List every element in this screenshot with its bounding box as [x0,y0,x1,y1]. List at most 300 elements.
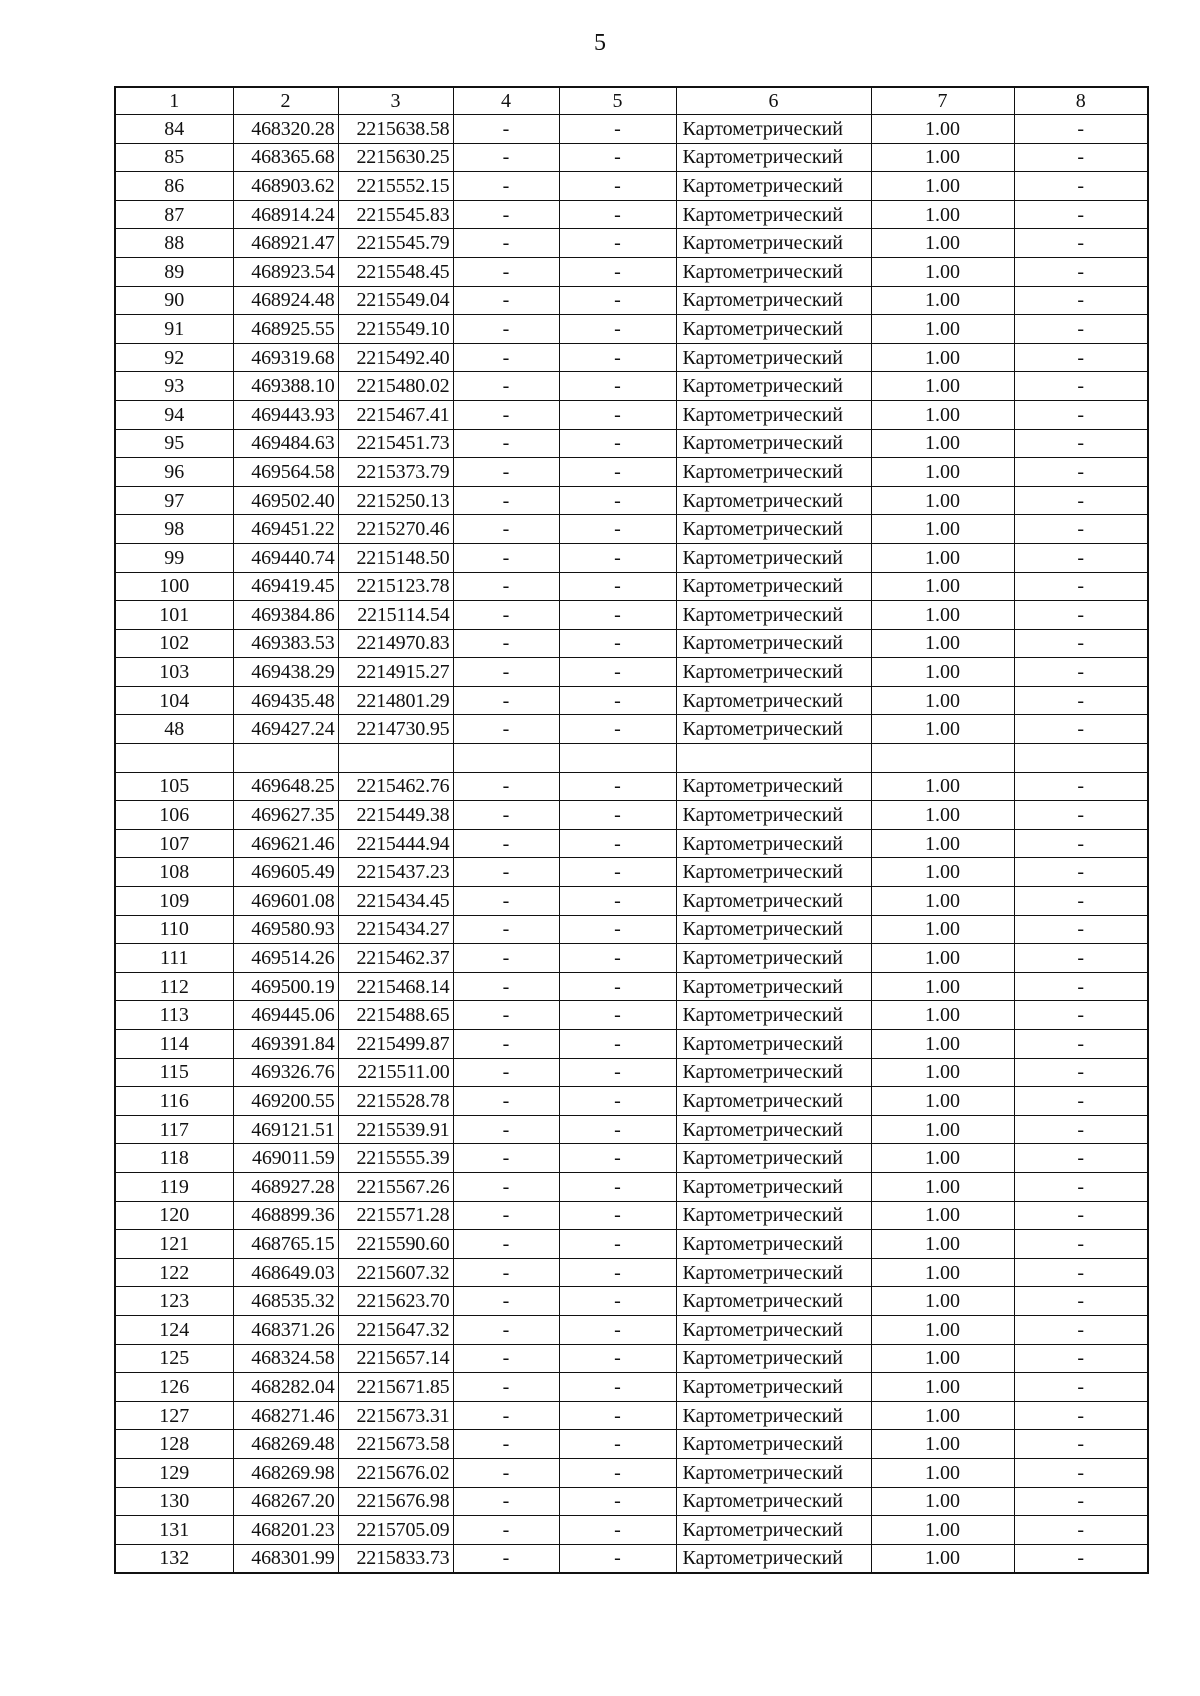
accuracy-cell: 1.00 [871,858,1014,887]
x-coordinate-cell: 468301.99 [233,1544,338,1573]
col8-cell: - [1014,400,1148,429]
table-row [115,1373,1148,1402]
table-row [115,257,1148,286]
y-coordinate-cell: 2215434.45 [338,887,453,916]
col8-cell: - [1014,515,1148,544]
col4-cell [453,744,559,773]
col8-cell: - [1014,143,1148,172]
col8-cell: - [1014,1458,1148,1487]
point-number-cell: 84 [115,115,233,144]
x-coordinate-cell: 468267.20 [233,1487,338,1516]
method-cell: Картометрический [676,286,871,315]
y-coordinate-cell: 2214730.95 [338,715,453,744]
point-number-cell: 114 [115,1030,233,1059]
accuracy-cell: 1.00 [871,1058,1014,1087]
col5-cell: - [559,1144,676,1173]
point-number-cell: 123 [115,1287,233,1316]
accuracy-cell: 1.00 [871,1144,1014,1173]
x-coordinate-cell: 469419.45 [233,572,338,601]
point-number-cell: 104 [115,686,233,715]
x-coordinate-cell: 468269.48 [233,1430,338,1459]
table-row [115,1087,1148,1116]
table-row [115,801,1148,830]
y-coordinate-cell: 2215673.31 [338,1401,453,1430]
accuracy-cell: 1.00 [871,1458,1014,1487]
col5-cell: - [559,601,676,630]
col5-cell: - [559,1401,676,1430]
col4-cell: - [453,801,559,830]
table-row [115,1058,1148,1087]
x-coordinate-cell: 468282.04 [233,1373,338,1402]
accuracy-cell: 1.00 [871,1230,1014,1259]
col5-cell: - [559,286,676,315]
method-cell: Картометрический [676,944,871,973]
x-coordinate-cell: 468925.55 [233,315,338,344]
col5-cell: - [559,715,676,744]
col4-cell: - [453,1115,559,1144]
accuracy-cell: 1.00 [871,686,1014,715]
table-row [115,143,1148,172]
x-coordinate-cell: 468269.98 [233,1458,338,1487]
col8-cell: - [1014,1001,1148,1030]
x-coordinate-cell: 468371.26 [233,1315,338,1344]
point-number-cell: 108 [115,858,233,887]
y-coordinate-cell: 2215673.58 [338,1430,453,1459]
col8-cell: - [1014,343,1148,372]
x-coordinate-cell: 469383.53 [233,629,338,658]
table-row [115,1201,1148,1230]
y-coordinate-cell: 2215511.00 [338,1058,453,1087]
col8-cell: - [1014,1544,1148,1573]
y-coordinate-cell: 2214970.83 [338,629,453,658]
y-coordinate-cell: 2215114.54 [338,601,453,630]
col5-cell: - [559,1287,676,1316]
point-number-cell: 91 [115,315,233,344]
accuracy-cell: 1.00 [871,658,1014,687]
accuracy-cell: 1.00 [871,143,1014,172]
y-coordinate-cell: 2215467.41 [338,400,453,429]
y-coordinate-cell: 2215567.26 [338,1172,453,1201]
col4-cell: - [453,629,559,658]
point-number-cell: 95 [115,429,233,458]
col8-cell: - [1014,115,1148,144]
point-number-cell: 89 [115,257,233,286]
point-number-cell: 127 [115,1401,233,1430]
y-coordinate-cell: 2215250.13 [338,486,453,515]
col4-cell: - [453,1401,559,1430]
col5-cell: - [559,1344,676,1373]
col5-cell: - [559,143,676,172]
x-coordinate-cell: 469502.40 [233,486,338,515]
y-coordinate-cell: 2214915.27 [338,658,453,687]
col8-cell: - [1014,1287,1148,1316]
method-cell: Картометрический [676,572,871,601]
point-number-cell: 99 [115,543,233,572]
page-number: 5 [594,30,606,56]
accuracy-cell: 1.00 [871,629,1014,658]
y-coordinate-cell: 2215630.25 [338,143,453,172]
x-coordinate-cell: 469514.26 [233,944,338,973]
y-coordinate-cell: 2215545.79 [338,229,453,258]
y-coordinate-cell: 2215123.78 [338,572,453,601]
point-number-cell: 115 [115,1058,233,1087]
x-coordinate-cell: 468271.46 [233,1401,338,1430]
table-row [115,1230,1148,1259]
col4-cell: - [453,115,559,144]
y-coordinate-cell: 2215638.58 [338,115,453,144]
y-coordinate-cell: 2215451.73 [338,429,453,458]
table-row [115,1401,1148,1430]
accuracy-cell: 1.00 [871,115,1014,144]
col4-cell: - [453,972,559,1001]
method-cell: Картометрический [676,200,871,229]
table-row [115,772,1148,801]
col5-cell: - [559,1373,676,1402]
method-cell: Картометрический [676,858,871,887]
y-coordinate-cell: 2215449.38 [338,801,453,830]
point-number-cell: 101 [115,601,233,630]
table-row [115,286,1148,315]
x-coordinate-cell: 468923.54 [233,257,338,286]
point-number-cell: 124 [115,1315,233,1344]
col4-cell: - [453,1430,559,1459]
point-number-cell: 130 [115,1487,233,1516]
col4-cell: - [453,658,559,687]
col8-cell: - [1014,1201,1148,1230]
accuracy-cell: 1.00 [871,1172,1014,1201]
x-coordinate-cell: 468899.36 [233,1201,338,1230]
x-coordinate-cell: 469627.35 [233,801,338,830]
y-coordinate-cell: 2215833.73 [338,1544,453,1573]
method-cell: Картометрический [676,515,871,544]
x-coordinate-cell: 469438.29 [233,658,338,687]
table-row [115,343,1148,372]
col5-cell: - [559,400,676,429]
col5-cell: - [559,115,676,144]
col8-cell: - [1014,1487,1148,1516]
method-cell: Картометрический [676,143,871,172]
col8-cell: - [1014,543,1148,572]
col8-cell: - [1014,1373,1148,1402]
accuracy-cell: 1.00 [871,1487,1014,1516]
y-coordinate-cell: 2215549.10 [338,315,453,344]
method-cell: Картометрический [676,658,871,687]
col8-cell: - [1014,1115,1148,1144]
accuracy-cell: 1.00 [871,801,1014,830]
point-number-cell: 125 [115,1344,233,1373]
col5-cell: - [559,458,676,487]
table-row [115,887,1148,916]
point-number-cell: 120 [115,1201,233,1230]
column-header: 4 [453,87,559,115]
col5-cell: - [559,858,676,887]
point-number-cell: 94 [115,400,233,429]
accuracy-cell: 1.00 [871,1001,1014,1030]
method-cell [676,744,871,773]
x-coordinate-cell: 468927.28 [233,1172,338,1201]
y-coordinate-cell: 2215548.45 [338,257,453,286]
col4-cell: - [453,1458,559,1487]
method-cell: Картометрический [676,1487,871,1516]
point-number-cell: 106 [115,801,233,830]
col5-cell: - [559,1087,676,1116]
x-coordinate-cell: 469440.74 [233,543,338,572]
x-coordinate-cell: 469445.06 [233,1001,338,1030]
col4-cell: - [453,1087,559,1116]
col4-cell: - [453,343,559,372]
table-row [115,715,1148,744]
col8-cell: - [1014,172,1148,201]
col8-cell: - [1014,686,1148,715]
method-cell: Картометрический [676,429,871,458]
col8-cell: - [1014,200,1148,229]
accuracy-cell: 1.00 [871,229,1014,258]
method-cell: Картометрический [676,1516,871,1545]
x-coordinate-cell: 469451.22 [233,515,338,544]
col4-cell: - [453,257,559,286]
col8-cell: - [1014,315,1148,344]
col8-cell: - [1014,715,1148,744]
x-coordinate-cell: 469580.93 [233,915,338,944]
y-coordinate-cell: 2214801.29 [338,686,453,715]
table-row [115,1315,1148,1344]
col4-cell: - [453,1344,559,1373]
y-coordinate-cell: 2215499.87 [338,1030,453,1059]
point-number-cell: 128 [115,1430,233,1459]
y-coordinate-cell: 2215623.70 [338,1287,453,1316]
col8-cell: - [1014,1087,1148,1116]
table-row [115,1287,1148,1316]
table-row [115,400,1148,429]
x-coordinate-cell: 469384.86 [233,601,338,630]
method-cell: Картометрический [676,915,871,944]
method-cell: Картометрический [676,601,871,630]
col5-cell: - [559,543,676,572]
col4-cell: - [453,715,559,744]
table-row [115,1001,1148,1030]
table-row [115,1030,1148,1059]
accuracy-cell: 1.00 [871,543,1014,572]
col5-cell: - [559,1230,676,1259]
col5-cell: - [559,1487,676,1516]
col4-cell: - [453,1315,559,1344]
accuracy-cell: 1.00 [871,1516,1014,1545]
point-number-cell: 93 [115,372,233,401]
table-row [115,572,1148,601]
col4-cell: - [453,915,559,944]
method-cell: Картометрический [676,829,871,858]
col8-cell: - [1014,858,1148,887]
table-row [115,1516,1148,1545]
y-coordinate-cell: 2215492.40 [338,343,453,372]
col5-cell: - [559,229,676,258]
x-coordinate-cell: 469319.68 [233,343,338,372]
col5-cell: - [559,515,676,544]
x-coordinate-cell: 469326.76 [233,1058,338,1087]
y-coordinate-cell: 2215480.02 [338,372,453,401]
accuracy-cell: 1.00 [871,257,1014,286]
col8-cell: - [1014,1172,1148,1201]
x-coordinate-cell: 468324.58 [233,1344,338,1373]
point-number-cell: 112 [115,972,233,1001]
method-cell: Картометрический [676,1201,871,1230]
x-coordinate-cell: 468320.28 [233,115,338,144]
table-row [115,172,1148,201]
accuracy-cell: 1.00 [871,1430,1014,1459]
method-cell: Картометрический [676,1458,871,1487]
method-cell: Картометрический [676,972,871,1001]
accuracy-cell: 1.00 [871,286,1014,315]
method-cell: Картометрический [676,629,871,658]
accuracy-cell: 1.00 [871,1315,1014,1344]
y-coordinate-cell: 2215657.14 [338,1344,453,1373]
col8-cell: - [1014,772,1148,801]
table-row [115,1344,1148,1373]
col8-cell: - [1014,257,1148,286]
table-row [115,543,1148,572]
y-coordinate-cell: 2215571.28 [338,1201,453,1230]
method-cell: Картометрический [676,115,871,144]
col4-cell: - [453,1373,559,1402]
method-cell: Картометрический [676,1315,871,1344]
col4-cell: - [453,515,559,544]
col4-cell: - [453,887,559,916]
col4-cell: - [453,772,559,801]
column-header: 7 [871,87,1014,115]
point-number-cell: 131 [115,1516,233,1545]
point-number-cell: 116 [115,1087,233,1116]
accuracy-cell: 1.00 [871,1344,1014,1373]
table-row [115,629,1148,658]
accuracy-cell: 1.00 [871,400,1014,429]
x-coordinate-cell: 469648.25 [233,772,338,801]
col8-cell: - [1014,887,1148,916]
col5-cell: - [559,572,676,601]
col5-cell: - [559,801,676,830]
accuracy-cell: 1.00 [871,200,1014,229]
col4-cell: - [453,686,559,715]
method-cell: Картометрический [676,400,871,429]
table-row [115,486,1148,515]
method-cell: Картометрический [676,343,871,372]
col8-cell: - [1014,944,1148,973]
method-cell: Картометрический [676,1230,871,1259]
table-row [115,1115,1148,1144]
point-number-cell: 92 [115,343,233,372]
method-cell: Картометрический [676,887,871,916]
col8-cell: - [1014,1344,1148,1373]
accuracy-cell: 1.00 [871,515,1014,544]
col5-cell: - [559,1001,676,1030]
point-number-cell: 102 [115,629,233,658]
method-cell: Картометрический [676,1087,871,1116]
col4-cell: - [453,601,559,630]
point-number-cell: 97 [115,486,233,515]
y-coordinate-cell: 2215437.23 [338,858,453,887]
col5-cell: - [559,257,676,286]
accuracy-cell [871,744,1014,773]
x-coordinate-cell: 469605.49 [233,858,338,887]
method-cell: Картометрический [676,801,871,830]
table-row [115,744,1148,773]
col8-cell: - [1014,1258,1148,1287]
col5-cell: - [559,944,676,973]
x-coordinate-cell: 468365.68 [233,143,338,172]
col5-cell: - [559,1115,676,1144]
col5-cell: - [559,343,676,372]
accuracy-cell: 1.00 [871,887,1014,916]
point-number-cell: 122 [115,1258,233,1287]
col4-cell: - [453,1144,559,1173]
col5-cell [559,744,676,773]
point-number-cell: 100 [115,572,233,601]
x-coordinate-cell: 468921.47 [233,229,338,258]
col4-cell: - [453,1516,559,1545]
col4-cell: - [453,200,559,229]
y-coordinate-cell: 2215676.98 [338,1487,453,1516]
table-row [115,1430,1148,1459]
col5-cell: - [559,172,676,201]
col5-cell: - [559,1030,676,1059]
accuracy-cell: 1.00 [871,315,1014,344]
col4-cell: - [453,572,559,601]
y-coordinate-cell: 2215676.02 [338,1458,453,1487]
point-number-cell: 48 [115,715,233,744]
col5-cell: - [559,1315,676,1344]
col4-cell: - [453,858,559,887]
method-cell: Картометрический [676,486,871,515]
method-cell: Картометрический [676,1030,871,1059]
y-coordinate-cell: 2215528.78 [338,1087,453,1116]
y-coordinate-cell: 2215270.46 [338,515,453,544]
col8-cell: - [1014,1315,1148,1344]
table-row [115,229,1148,258]
col4-cell: - [453,1230,559,1259]
col8-cell: - [1014,286,1148,315]
point-number-cell: 86 [115,172,233,201]
col4-cell: - [453,1258,559,1287]
method-cell: Картометрический [676,1430,871,1459]
col5-cell: - [559,1458,676,1487]
col5-cell: - [559,772,676,801]
point-number-cell: 96 [115,458,233,487]
accuracy-cell: 1.00 [871,486,1014,515]
col5-cell: - [559,200,676,229]
x-coordinate-cell: 469443.93 [233,400,338,429]
col8-cell: - [1014,229,1148,258]
table-row [115,1544,1148,1573]
col4-cell: - [453,143,559,172]
x-coordinate-cell: 469601.08 [233,887,338,916]
accuracy-cell: 1.00 [871,772,1014,801]
method-cell: Картометрический [676,1401,871,1430]
point-number-cell: 119 [115,1172,233,1201]
accuracy-cell: 1.00 [871,372,1014,401]
column-header: 3 [338,87,453,115]
col5-cell: - [559,372,676,401]
point-number-cell: 113 [115,1001,233,1030]
col5-cell: - [559,315,676,344]
x-coordinate-cell: 469435.48 [233,686,338,715]
table-row [115,601,1148,630]
col4-cell: - [453,229,559,258]
col4-cell: - [453,286,559,315]
table-row [115,1487,1148,1516]
x-coordinate-cell: 469388.10 [233,372,338,401]
y-coordinate-cell: 2215468.14 [338,972,453,1001]
accuracy-cell: 1.00 [871,343,1014,372]
col4-cell: - [453,1201,559,1230]
